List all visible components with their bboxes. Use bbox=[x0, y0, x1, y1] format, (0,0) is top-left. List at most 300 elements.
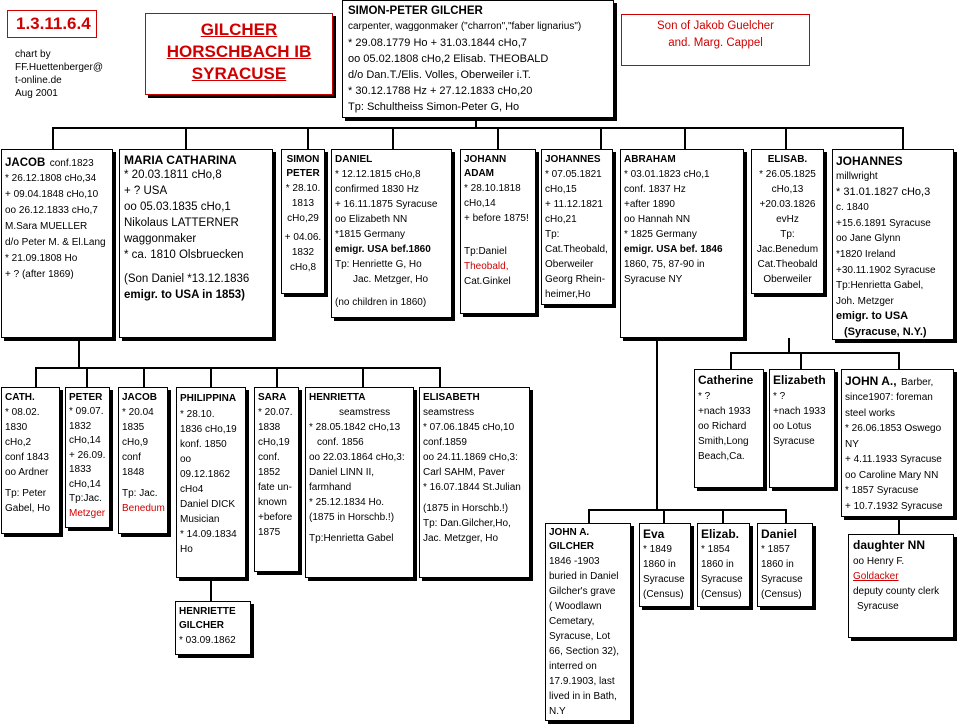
drop-johannes2 bbox=[902, 127, 904, 149]
detail-line: Theobald, bbox=[464, 261, 509, 272]
detail-line bbox=[335, 287, 448, 295]
person-details bbox=[309, 405, 410, 546]
name-text: JOHANNES bbox=[545, 154, 601, 165]
detail-line: + 26.09. bbox=[69, 449, 106, 461]
detail-line: Tp: bbox=[545, 229, 560, 240]
drop-john-a bbox=[898, 352, 900, 369]
drop-cath bbox=[35, 367, 37, 387]
person-name bbox=[5, 153, 109, 171]
person-details bbox=[754, 167, 821, 287]
name-text: CATH. bbox=[5, 392, 35, 403]
detail-line: cHo,9 bbox=[122, 437, 149, 448]
detail-line: Beach,Ca. bbox=[698, 451, 745, 462]
drop-elisabeth bbox=[439, 367, 441, 387]
parents-note-1: Son of Jakob Guelcher bbox=[657, 20, 774, 32]
detail-line: 1838 bbox=[258, 422, 281, 433]
name-text: ELISAB. bbox=[767, 154, 808, 165]
detail-line: + 04.06. bbox=[284, 232, 322, 243]
drop-abraham bbox=[684, 127, 686, 149]
detail-line: Carl SAHM, Paver bbox=[423, 467, 505, 478]
detail-line: * 28.05.1842 cHo,13 bbox=[309, 422, 401, 433]
detail-line: conf. 1856 bbox=[317, 437, 364, 448]
detail-line: oo 09.12.1862 bbox=[180, 454, 231, 480]
detail-line: oo Jane Glynn bbox=[836, 233, 901, 245]
root-line: * 30.12.1788 Hz + 27.12.1833 cHo,20 bbox=[348, 85, 533, 97]
drop-daniel bbox=[392, 127, 394, 149]
detail-line: N.Y bbox=[549, 706, 566, 717]
root-line: carpenter, waggonmaker ("charron","faber lignarius") bbox=[348, 21, 582, 32]
detail-line: Nikolaus LATTERNER bbox=[124, 217, 239, 229]
detail-line: Syracuse bbox=[857, 601, 899, 612]
detail-line: evHz bbox=[776, 214, 799, 225]
detail-line: 1830 cHo,2 bbox=[5, 422, 32, 448]
detail-line: 1875 bbox=[258, 527, 281, 538]
person-details bbox=[258, 405, 295, 540]
name-text: SIMON PETER bbox=[286, 154, 320, 179]
detail-line: * ca. 1810 Olsbruecken bbox=[124, 249, 244, 261]
detail-line: Tp:Henrietta Gabel, bbox=[836, 280, 924, 292]
detail-line: 1835 bbox=[122, 422, 145, 433]
detail-line: Ho bbox=[180, 544, 193, 555]
detail-line: Goldacker bbox=[853, 571, 899, 582]
detail-line: * 07.06.1845 cHo,10 bbox=[423, 422, 515, 433]
drop-sara bbox=[276, 367, 278, 387]
detail-line: millwright bbox=[836, 171, 878, 182]
drop-simon bbox=[307, 127, 309, 149]
drop-catherine bbox=[730, 352, 732, 369]
detail-line: M.Sara MUELLER bbox=[5, 221, 88, 232]
person-details bbox=[845, 390, 950, 514]
root-details bbox=[348, 19, 608, 115]
person-details bbox=[423, 405, 526, 546]
detail-line: oo 05.03.1835 cHo,1 bbox=[124, 201, 231, 213]
detail-line: cHo,13 bbox=[771, 184, 804, 195]
detail-line: Cat.Ginkel bbox=[464, 276, 511, 287]
abraham-stem bbox=[656, 338, 658, 510]
person-details bbox=[624, 167, 740, 287]
jacob-stem bbox=[78, 338, 80, 368]
name-suffix: conf.1823 bbox=[49, 158, 94, 169]
credit-email-2: t-online.de bbox=[15, 75, 62, 86]
detail-line: 1860, 75, 87-90 in bbox=[624, 259, 705, 270]
drop-peter bbox=[86, 367, 88, 387]
detail-line: * 12.12.1815 cHo,8 bbox=[335, 169, 421, 180]
detail-line: 1852 bbox=[258, 467, 281, 478]
detail-line: oo Hannah NN bbox=[624, 214, 691, 225]
family-title-box bbox=[145, 13, 333, 95]
detail-line: konf. 1850 bbox=[180, 439, 227, 450]
detail-line: Jac.Benedum bbox=[756, 244, 819, 255]
person-details bbox=[701, 542, 746, 602]
detail-line: oo Ardner bbox=[5, 467, 49, 478]
person-details bbox=[5, 171, 109, 283]
detail-line: * 07.05.1821 bbox=[545, 169, 602, 180]
credit-line: chart by bbox=[15, 49, 51, 60]
name-text: daughter NN bbox=[853, 538, 925, 552]
name-text: JOHN A., bbox=[845, 374, 897, 388]
name-text: ABRAHAM bbox=[624, 154, 676, 165]
person-details bbox=[335, 167, 448, 310]
detail-line: Syracuse, Lot bbox=[549, 631, 611, 642]
detail-line: cHo,14 bbox=[69, 435, 101, 446]
person-details bbox=[464, 181, 532, 289]
detail-line: conf 1848 bbox=[122, 452, 145, 478]
detail-line: +20.03.1826 bbox=[759, 199, 816, 210]
person-henriette-gilcher bbox=[175, 601, 251, 655]
name-text: DANIEL bbox=[335, 154, 373, 165]
detail-line: cHo4 bbox=[180, 484, 204, 495]
detail-line: oo 22.03.1864 cHo,3: bbox=[309, 452, 405, 463]
detail-line: oo Richard bbox=[698, 421, 747, 432]
detail-line: * 14.09.1834 bbox=[180, 529, 237, 540]
person-elizabeth-johannes bbox=[769, 369, 835, 488]
detail-line: conf. bbox=[258, 452, 280, 463]
person-daughter-nn bbox=[848, 534, 954, 638]
detail-line: 66, Section 32), bbox=[549, 646, 620, 657]
name-text: JOHANNES bbox=[836, 154, 903, 168]
detail-line: * 20.04 bbox=[122, 407, 154, 418]
detail-line: * ? bbox=[698, 391, 711, 402]
drop-elisab bbox=[785, 127, 787, 149]
detail-line: Tp:Jac. bbox=[69, 493, 102, 504]
person-details bbox=[122, 405, 164, 516]
parents-note bbox=[622, 15, 809, 52]
detail-line: +30.11.1902 Syracuse bbox=[836, 264, 936, 276]
detail-line: * 1849 bbox=[643, 544, 672, 555]
name-text: Elizabeth bbox=[773, 373, 826, 387]
detail-line: 1836 cHo,19 bbox=[180, 424, 237, 435]
detail-line: + 10.7.1932 Syracuse bbox=[845, 500, 943, 512]
detail-line: +nach 1933 bbox=[698, 406, 751, 417]
detail-line: oo Henry F. bbox=[853, 556, 905, 567]
root-line: * 29.08.1779 Ho + 31.03.1844 cHo,7 bbox=[348, 37, 527, 49]
detail-line: confirmed 1830 Hz bbox=[335, 184, 419, 195]
name-text: HENRIETTE GILCHER bbox=[179, 606, 236, 631]
person-elisabeth bbox=[419, 387, 530, 578]
family-title-1: GILCHER bbox=[200, 20, 278, 39]
person-details bbox=[69, 405, 106, 521]
detail-line: Cemetary, bbox=[549, 616, 595, 627]
detail-line: 1860 in bbox=[701, 559, 734, 570]
detail-line: (Census) bbox=[701, 589, 742, 600]
family-title-2: HORSCHBACH IB bbox=[166, 42, 312, 61]
detail-line: Gabel, Ho bbox=[5, 503, 51, 514]
detail-line: cHo,21 bbox=[545, 214, 577, 225]
johannes-bar bbox=[730, 352, 900, 354]
drop-elizabeth2 bbox=[800, 352, 802, 369]
detail-line: cHo,14 bbox=[69, 478, 101, 490]
detail-line: * 1857 bbox=[761, 544, 790, 555]
detail-line: cHo,19 bbox=[258, 437, 290, 448]
drop-elizab bbox=[722, 509, 724, 523]
detail-line: Daniel DICK bbox=[180, 499, 236, 510]
name-text: HENRIETTA bbox=[309, 392, 366, 403]
detail-line: (Census) bbox=[761, 589, 802, 600]
drop-jacob bbox=[52, 127, 54, 149]
drop-maria bbox=[185, 127, 187, 149]
name-text: Eva bbox=[643, 527, 665, 541]
name-text: JACOB bbox=[122, 392, 158, 403]
person-johann-adam bbox=[460, 149, 536, 314]
detail-line: (no children in 1860) bbox=[335, 297, 427, 308]
detail-line: 1832 bbox=[69, 420, 92, 432]
detail-line: oo Elizabeth NN bbox=[335, 214, 408, 225]
detail-line: Tp: bbox=[780, 229, 795, 240]
name-text: SARA bbox=[258, 392, 287, 403]
detail-line: *1815 Germany bbox=[335, 229, 406, 240]
detail-line: (Son Daniel *13.12.1836 bbox=[124, 273, 250, 285]
detail-line: oo Lotus bbox=[773, 421, 812, 432]
detail-line: Tp: Dan.Gilcher,Ho, bbox=[423, 518, 511, 529]
person-daniel-1857 bbox=[757, 523, 813, 607]
john-to-daughter bbox=[898, 517, 900, 534]
detail-line: heimer,Ho bbox=[545, 289, 591, 300]
parents-note-box bbox=[621, 14, 810, 66]
detail-line: emigr. USA bef. 1846 bbox=[624, 244, 723, 255]
detail-line: Cat.Theobald, bbox=[545, 244, 608, 255]
detail-line: + before 1875! bbox=[464, 213, 529, 224]
drop-john-a-gilcher bbox=[588, 509, 590, 523]
family-title-3: SYRACUSE bbox=[191, 64, 287, 83]
detail-line: * 21.09.1808 Ho bbox=[5, 253, 78, 264]
detail-line: + ? (after 1869) bbox=[5, 269, 74, 280]
detail-line: Smith,Long bbox=[698, 436, 749, 447]
detail-line: emigr. USA bef.1860 bbox=[335, 244, 431, 255]
person-daniel bbox=[331, 149, 452, 318]
detail-line: * 31.01.1827 cHo,3 bbox=[836, 185, 931, 198]
detail-line: emigr. to USA in 1853) bbox=[124, 289, 245, 301]
detail-line: Cat.Theobald bbox=[757, 259, 818, 270]
drop-henrietta bbox=[362, 367, 364, 387]
person-details bbox=[5, 405, 56, 516]
credit-date: Aug 2001 bbox=[15, 88, 58, 99]
detail-line: * 1825 Germany bbox=[624, 229, 697, 240]
root-line: Tp: Schultheiss Simon-Peter G, Ho bbox=[348, 101, 520, 113]
detail-line: + 09.04.1848 cHo,10 bbox=[5, 189, 99, 200]
person-peter bbox=[65, 387, 110, 528]
detail-line: +after 1890 bbox=[624, 199, 675, 210]
detail-line: Syracuse bbox=[701, 574, 743, 585]
detail-line: Musician bbox=[180, 514, 220, 525]
person-john-a-barber bbox=[841, 369, 954, 517]
person-name bbox=[845, 372, 950, 390]
detail-line: * 26.06.1853 Oswego bbox=[845, 423, 942, 434]
detail-line: * 26.05.1825 bbox=[759, 169, 816, 180]
person-details bbox=[698, 389, 760, 464]
name-text: ELISABETH bbox=[423, 392, 480, 403]
detail-line: * 20.03.1811 cHo,8 bbox=[124, 169, 222, 181]
detail-line: 1832 bbox=[291, 247, 315, 258]
detail-line: * 03.09.1862 bbox=[179, 635, 236, 646]
parents-note-2: and. Marg. Cappel bbox=[668, 37, 763, 49]
root-name: SIMON-PETER GILCHER bbox=[348, 5, 483, 17]
detail-line: Oberweiler bbox=[763, 274, 812, 285]
detail-line: seamstress bbox=[339, 407, 391, 418]
detail-line: Tp: Jac. bbox=[122, 488, 158, 499]
detail-line: Tp:Henrietta Gabel bbox=[309, 533, 394, 544]
detail-line: + 16.11.1875 Syracuse bbox=[335, 199, 438, 210]
person-details bbox=[180, 407, 242, 557]
detail-line: cHo,15 bbox=[545, 184, 577, 195]
detail-line: cHo,14 bbox=[464, 198, 496, 209]
person-details bbox=[773, 389, 831, 449]
detail-line: Jac. Metzger, Ho bbox=[423, 533, 499, 544]
detail-line: 1846 -1903 bbox=[549, 556, 600, 567]
detail-line bbox=[464, 226, 532, 244]
detail-line: known bbox=[258, 497, 287, 508]
person-johannes-1827 bbox=[832, 149, 954, 340]
detail-line: seamstress bbox=[423, 407, 475, 418]
detail-line: waggonmaker bbox=[124, 233, 197, 245]
person-details bbox=[124, 167, 268, 303]
detail-line: Tp: Peter bbox=[5, 488, 47, 499]
detail-line: *1820 Ireland bbox=[836, 248, 896, 260]
detail-line: Syracuse bbox=[773, 436, 815, 447]
chart-id: 1.3.11.6.4 bbox=[16, 14, 91, 33]
detail-line: * 25.12.1834 Ho. bbox=[309, 497, 385, 508]
detail-line: steel works bbox=[845, 407, 896, 419]
detail-line: oo 24.11.1869 cHo,3: bbox=[423, 452, 518, 463]
person-details bbox=[545, 167, 609, 302]
drop-philippina bbox=[210, 367, 212, 387]
detail-line: Oberweiler bbox=[545, 259, 594, 270]
person-johannes-1821 bbox=[541, 149, 613, 305]
detail-line: (Census) bbox=[643, 589, 684, 600]
detail-line: +before bbox=[258, 512, 293, 523]
credit-email-1: FF.Huettenberger@ bbox=[15, 62, 103, 73]
detail-line: c. 1840 bbox=[836, 202, 869, 214]
name-suffix: Barber, bbox=[901, 377, 934, 388]
detail-line: ( Woodlawn bbox=[549, 601, 602, 612]
person-elizab bbox=[697, 523, 750, 607]
detail-line bbox=[124, 263, 268, 271]
root-line: d/o Dan.T./Elis. Volles, Oberweiler i.T. bbox=[348, 69, 531, 81]
detail-line: Georg Rhein- bbox=[545, 274, 606, 285]
person-details bbox=[284, 181, 322, 275]
person-simon-peter bbox=[281, 149, 325, 294]
drop-johann-adam bbox=[497, 127, 499, 149]
detail-line: NY bbox=[845, 438, 859, 450]
detail-line: oo 26.12.1833 cHo,7 bbox=[5, 205, 98, 216]
detail-line: 1833 bbox=[69, 464, 92, 475]
jacob-bar bbox=[35, 367, 441, 369]
detail-line: + 11.12.1821 bbox=[545, 199, 603, 210]
detail-line: * 1854 bbox=[701, 544, 730, 555]
detail-line: * 28.10.1818 bbox=[464, 183, 521, 194]
detail-line: fate un- bbox=[258, 482, 292, 493]
person-details bbox=[853, 554, 949, 614]
detail-line: cHo,8 bbox=[289, 262, 317, 273]
person-john-a-gilcher bbox=[545, 523, 631, 721]
detail-line: d/o Peter M. & El.Lang bbox=[5, 237, 106, 248]
philippina-to-henriette bbox=[210, 578, 212, 601]
drop-johannes1 bbox=[600, 127, 602, 149]
name-text: Elizab. bbox=[701, 527, 740, 541]
person-elisab bbox=[751, 149, 824, 294]
detail-line: (1875 in Horschb.!) bbox=[423, 503, 509, 514]
chart-credit bbox=[15, 48, 103, 100]
detail-line: 17.9.1903, last bbox=[549, 676, 615, 687]
detail-line: * ? bbox=[773, 391, 786, 402]
drop-daniel2 bbox=[785, 509, 787, 523]
detail-line: * 20.07. bbox=[258, 407, 293, 418]
detail-line: 1813 bbox=[291, 198, 315, 209]
name-text: MARIA CATHARINA bbox=[124, 153, 237, 167]
detail-line: Benedum bbox=[122, 503, 165, 514]
detail-line: deputy county clerk bbox=[853, 586, 940, 597]
detail-line: oo Caroline Mary NN bbox=[845, 469, 939, 481]
name-text: PHILIPPINA bbox=[180, 393, 237, 404]
detail-line: * 1857 Syracuse bbox=[845, 485, 919, 496]
detail-line: Metzger bbox=[69, 507, 106, 519]
detail-line: conf.1859 bbox=[423, 437, 467, 448]
detail-line: conf. 1837 Hz bbox=[624, 184, 686, 195]
detail-line: emigr. to USA bbox=[836, 310, 909, 323]
person-details bbox=[836, 169, 950, 340]
name-text: JACOB bbox=[5, 157, 46, 169]
person-henrietta bbox=[305, 387, 414, 578]
person-details bbox=[643, 542, 687, 602]
detail-line: Gilcher's grave bbox=[549, 586, 616, 597]
detail-line: * 08.02. bbox=[5, 407, 40, 418]
detail-line: 1860 in bbox=[761, 559, 794, 570]
detail-line: Jac. Metzger, Ho bbox=[353, 274, 429, 285]
detail-line: Syracuse bbox=[761, 574, 803, 585]
detail-line: conf 1843 bbox=[5, 452, 49, 463]
detail-line: +nach 1933 bbox=[773, 406, 826, 417]
detail-line: * 09.07. bbox=[69, 406, 104, 417]
detail-line: since1907: foreman bbox=[845, 392, 933, 403]
detail-line: * 28.10. bbox=[285, 183, 321, 194]
detail-line: Tp:Daniel bbox=[464, 246, 507, 257]
detail-line: (Syracuse, N.Y.) bbox=[844, 325, 927, 338]
person-details bbox=[549, 554, 627, 719]
abraham-bar bbox=[588, 509, 787, 511]
detail-line: * 28.10. bbox=[180, 409, 215, 420]
detail-line: cHo,29 bbox=[287, 213, 319, 224]
root-line: oo 05.02.1808 cHo,2 Elisab. THEOBALD bbox=[348, 53, 549, 65]
detail-line: buried in Daniel bbox=[549, 571, 619, 582]
person-eva bbox=[639, 523, 691, 607]
detail-line: Syracuse bbox=[643, 574, 685, 585]
detail-line: Joh. Metzger bbox=[836, 295, 894, 307]
detail-line: Syracuse NY bbox=[624, 274, 683, 285]
drop-eva bbox=[663, 509, 665, 523]
detail-line: * 26.12.1808 cHo,34 bbox=[5, 173, 97, 184]
detail-line: + 4.11.1933 Syracuse bbox=[845, 454, 942, 465]
detail-line: 1860 in bbox=[643, 559, 676, 570]
name-text: JOHN A. GILCHER bbox=[549, 527, 594, 552]
person-jacob bbox=[1, 149, 113, 338]
detail-line: +15.6.1891 Syracuse bbox=[836, 217, 931, 229]
detail-line: Daniel LINN II, bbox=[309, 467, 375, 478]
person-details bbox=[761, 542, 809, 602]
detail-line: + ? USA bbox=[124, 185, 168, 197]
detail-line: interred on bbox=[549, 661, 597, 672]
person-abraham bbox=[620, 149, 744, 338]
detail-line: lived in in Bath, bbox=[549, 691, 617, 702]
name-text: PETER bbox=[69, 392, 103, 403]
name-text: Daniel bbox=[761, 527, 798, 541]
detail-line: Tp: Henriette G, Ho bbox=[335, 259, 422, 270]
johannes-stem bbox=[788, 338, 790, 353]
chart-id-box bbox=[7, 10, 97, 38]
name-text: JOHANN ADAM bbox=[464, 154, 507, 179]
person-philippina bbox=[176, 387, 246, 578]
name-text: Catherine bbox=[698, 373, 754, 387]
detail-line: * 03.01.1823 cHo,1 bbox=[624, 169, 710, 180]
children-bar bbox=[52, 127, 904, 129]
